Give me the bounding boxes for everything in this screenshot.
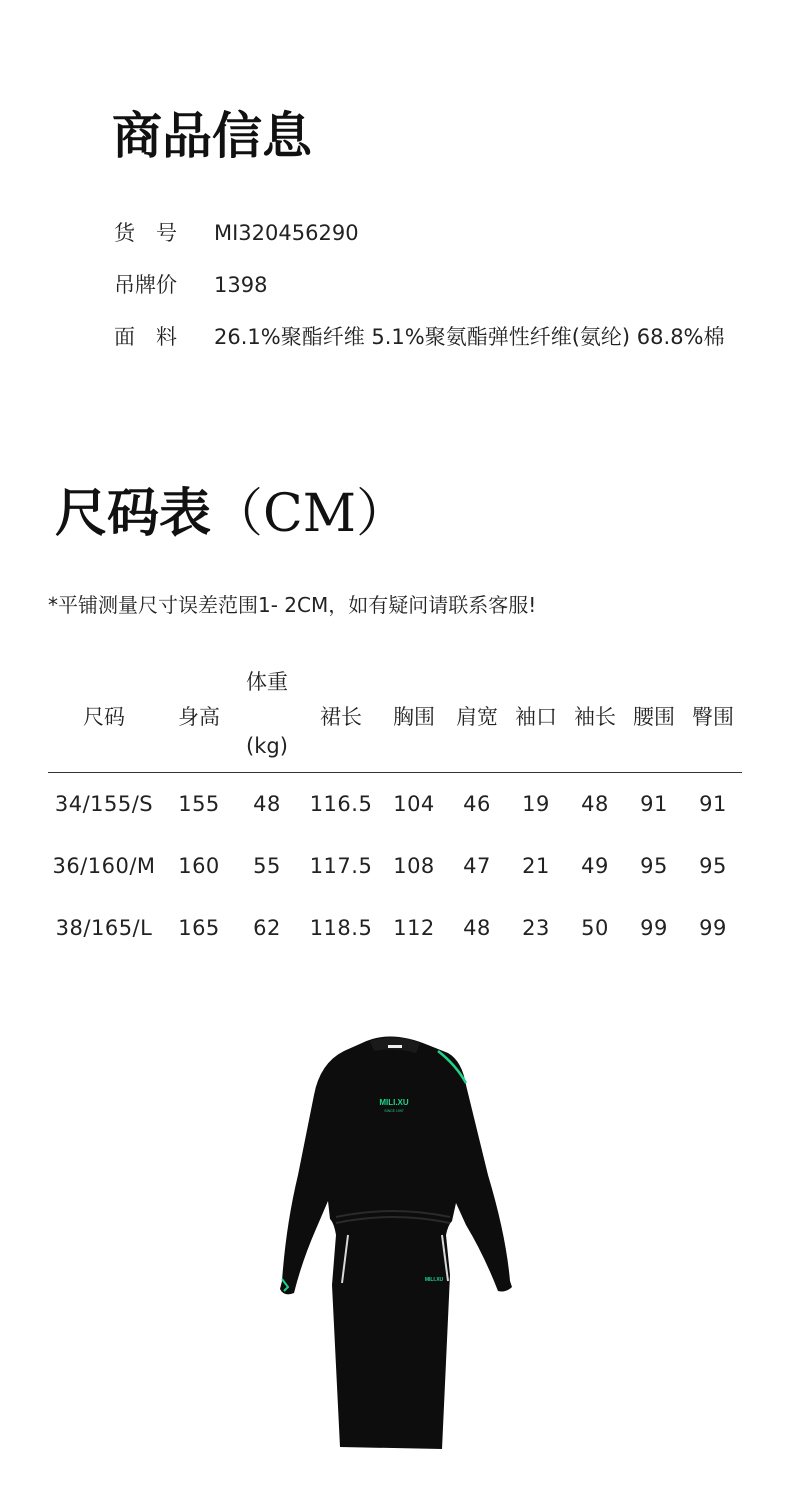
cell-size: 36/160/M [52, 854, 156, 878]
info-value: 1398 [214, 273, 268, 297]
cell-cuff: 21 [522, 854, 550, 878]
cell-skirt-length: 116.5 [309, 792, 373, 816]
info-label: 面 料 [114, 325, 177, 349]
header-weight-label: 体重 [246, 670, 288, 694]
info-label: 吊牌价 [114, 273, 177, 297]
chest-logo: MILI.XU [379, 1098, 409, 1107]
size-chart-title [55, 483, 408, 545]
size-table [48, 660, 742, 959]
skirt-logo: MILI.XU [424, 1277, 444, 1283]
cell-waist: 99 [640, 916, 668, 940]
dress-illustration [270, 1025, 520, 1455]
cell-chest: 108 [393, 854, 435, 878]
cell-weight: 48 [253, 792, 281, 816]
cell-size: 34/155/S [54, 792, 154, 816]
neck-label [388, 1045, 402, 1048]
table-row [48, 897, 742, 959]
cell-waist: 91 [640, 792, 668, 816]
cell-waist: 95 [640, 854, 668, 878]
size-chart-title-text: 尺码表 [55, 484, 212, 544]
table-header [48, 660, 742, 773]
cell-height: 160 [178, 854, 220, 878]
cell-skirt-length: 117.5 [309, 854, 373, 878]
table-row [48, 773, 742, 835]
cell-shoulder: 47 [463, 854, 491, 878]
info-value: MI320456290 [214, 221, 359, 245]
cell-skirt-length: 118.5 [309, 916, 373, 940]
cell-cuff: 23 [522, 916, 550, 940]
product-info-title: 商品信息 [112, 107, 312, 165]
cell-height: 165 [178, 916, 220, 940]
header-waist: 腰围 [633, 705, 675, 729]
table-row [48, 835, 742, 897]
cell-size: 38/165/L [55, 916, 153, 940]
chest-logo-sub: SINCE 1997 [384, 1109, 404, 1113]
header-weight [236, 660, 298, 772]
cell-chest: 112 [393, 916, 435, 940]
cell-hip: 95 [699, 854, 727, 878]
info-label: 货 号 [114, 221, 177, 245]
product-image [270, 1025, 520, 1455]
header-sleeve: 袖长 [574, 705, 616, 729]
cell-hip: 91 [699, 792, 727, 816]
cell-shoulder: 48 [463, 916, 491, 940]
header-cuff: 袖口 [515, 705, 557, 729]
cell-sleeve: 48 [581, 792, 609, 816]
header-chest: 胸围 [393, 705, 435, 729]
cell-height: 155 [178, 792, 220, 816]
cell-cuff: 19 [522, 792, 550, 816]
cell-hip: 99 [699, 916, 727, 940]
header-skirt-length: 裙长 [320, 705, 362, 729]
cell-shoulder: 46 [463, 792, 491, 816]
table-body [48, 773, 742, 959]
header-hip: 臀围 [692, 705, 734, 729]
cell-sleeve: 50 [581, 916, 609, 940]
cell-sleeve: 49 [581, 854, 609, 878]
header-size: 尺码 [83, 705, 125, 729]
info-value: 26.1%聚酯纤维 5.1%聚氨酯弹性纤维(氨纶) 68.8%棉 [214, 325, 725, 349]
cell-weight: 55 [253, 854, 281, 878]
cell-chest: 104 [393, 792, 435, 816]
measurement-note: *平铺测量尺寸误差范围1- 2CM，如有疑问请联系客服! [48, 593, 537, 617]
cell-weight: 62 [253, 916, 281, 940]
size-chart-unit: （CM） [211, 484, 409, 544]
header-shoulder: 肩宽 [456, 705, 498, 729]
header-height: 身高 [178, 705, 220, 729]
header-weight-unit: (kg) [246, 734, 288, 758]
